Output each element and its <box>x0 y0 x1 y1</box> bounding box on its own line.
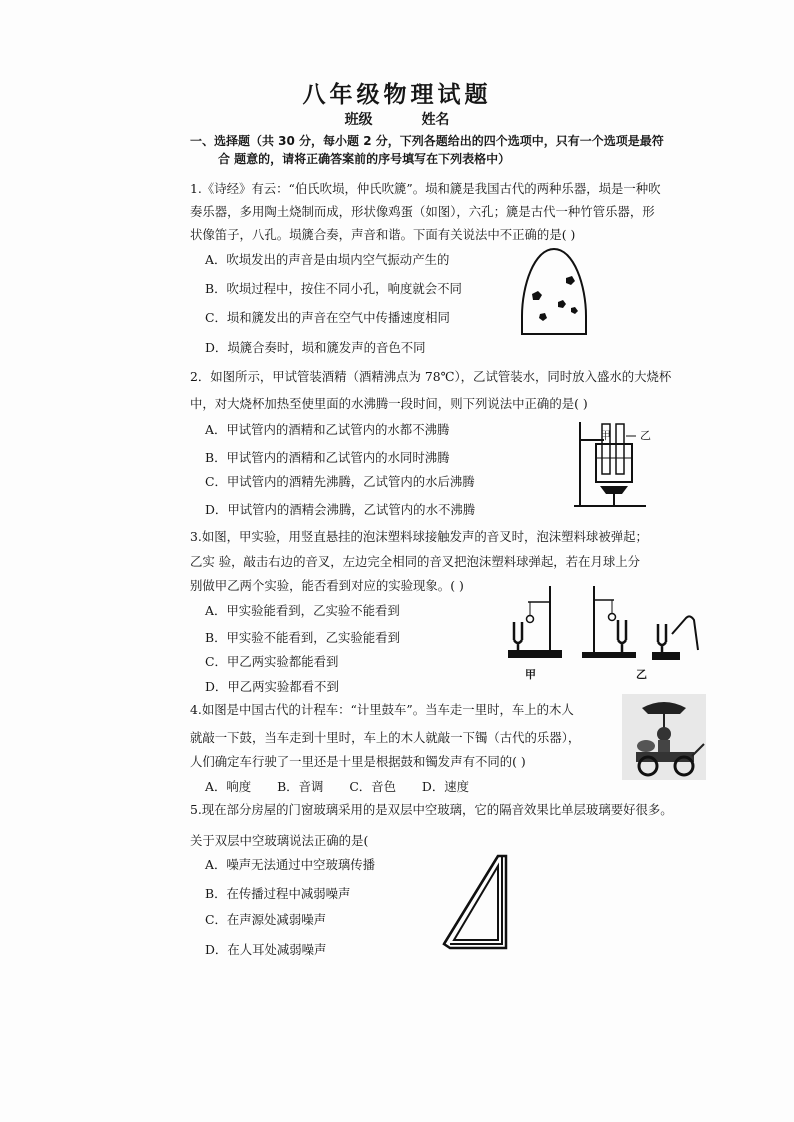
section-heading-line2: 合 题意的，请将正确答案前的序号填写在下列表格中） <box>218 152 511 166</box>
q3-option-c: C．甲乙两实验都能看到 <box>205 654 339 669</box>
q4-stem-line3: 人们确定车行驶了一里还是十里是根据鼓和镯发声有不同的( ) <box>190 754 526 769</box>
q1-option-c: C．埙和篪发出的声音在空气中传播速度相同 <box>205 310 450 325</box>
q2-option-b: B．甲试管内的酒精和乙试管内的水同时沸腾 <box>205 450 450 465</box>
q4-options-row <box>205 779 491 795</box>
q2-stem-line2: 中，对大烧杯加热至使里面的水沸腾一段时间，则下列说法中正确的是( ) <box>190 396 588 411</box>
q4-option-b: B．音调 <box>277 779 324 794</box>
q1-option-a: A．吹埙发出的声音是由埙内空气振动产生的 <box>205 252 450 267</box>
xun-instrument-figure <box>518 246 590 338</box>
q5-option-a: A．噪声无法通过中空玻璃传播 <box>205 857 376 872</box>
page-title: 八年级物理试题 <box>302 82 492 108</box>
name-label: 姓名 <box>421 112 450 128</box>
q3-figure-label-jia: 甲 <box>525 668 536 681</box>
q2-option-d: D．甲试管内的酒精会沸腾，乙试管内的水不沸腾 <box>205 502 476 517</box>
q1-option-d: D．埙篪合奏时，埙和篪发声的音色不同 <box>205 340 426 355</box>
class-label: 班级 <box>344 112 373 128</box>
double-glazed-glass-figure <box>440 852 522 952</box>
q3-stem-line2: 乙实 验，敲击右边的音叉，左边完全相同的音叉把泡沫塑料球弹起，若在月球上分 <box>190 554 641 569</box>
q5-option-c: C．在声源处减弱噪声 <box>205 912 326 927</box>
q4-option-d: D．速度 <box>421 779 470 794</box>
q1-stem-line3: 状像笛子，八孔。埙篪合奏，声音和谐。下面有关说法中不正确的是( ) <box>190 227 576 242</box>
q5-stem-line1: 5.现在部分房屋的门窗玻璃采用的是双层中空玻璃，它的隔音效果比单层玻璃要好很多。 <box>190 802 673 817</box>
q1-stem-line1: 1.《诗经》有云：“伯氏吹埙，仲氏吹篪”。埙和篪是我国古代的两种乐器，埙是一种吹 <box>190 181 661 196</box>
q5-stem-line2: 关于双层中空玻璃说法正确的是( <box>190 833 369 848</box>
q3-option-b: B．甲实验不能看到，乙实验能看到 <box>205 630 400 645</box>
q4-option-c: C．音色 <box>349 779 396 794</box>
drum-cart-figure <box>622 694 706 780</box>
q2-option-c: C．甲试管内的酒精先沸腾，乙试管内的水后沸腾 <box>205 474 475 489</box>
q4-stem-line2: 就敲一下鼓，当车走到十里时，车上的木人就敲一下镯（古代的乐器）， <box>190 730 581 745</box>
q5-option-b: B．在传播过程中减弱噪声 <box>205 886 351 901</box>
q3-option-d: D．甲乙两实验都看不到 <box>205 679 339 694</box>
q4-stem-line1: 4.如图是中国古代的计程车：“计里鼓车”。当车走一里时，车上的木人 <box>190 702 574 717</box>
q2-option-a: A．甲试管内的酒精和乙试管内的水都不沸腾 <box>205 422 450 437</box>
q1-option-b: B．吹埙过程中，按住不同小孔，响度就会不同 <box>205 281 462 296</box>
q5-option-d: D．在人耳处减弱噪声 <box>205 942 327 957</box>
q3-stem-line3: 别做甲乙两个实验，能否看到对应的实验现象。( ) <box>190 578 464 593</box>
q3-option-a: A．甲实验能看到，乙实验不能看到 <box>205 603 400 618</box>
q1-stem-line2: 奏乐器，多用陶土烧制而成，形状像鸡蛋（如图），六孔；篪是古代一种竹管乐器，形 <box>190 204 655 219</box>
q3-figure-label-yi: 乙 <box>636 668 647 681</box>
q2-figure-label-yi: 乙 <box>640 429 651 442</box>
class-name-row <box>0 109 794 129</box>
q3-stem-line1: 3.如图，甲实验，用竖直悬挂的泡沫塑料球接触发声的音叉时，泡沫塑料球被弹起； <box>190 529 648 544</box>
tuning-fork-experiment-figure <box>500 580 714 666</box>
section-heading-line1: 一、选择题（共 30 分，每小题 2 分，下列各题给出的四个选项中，只有一个选项是最符 <box>190 134 664 148</box>
q2-figure-label-jia: 甲 <box>600 429 611 442</box>
q4-option-a: A．响度 <box>205 779 252 794</box>
q2-stem-line1: 2．如图所示，甲试管装酒精（酒精沸点为 78℃），乙试管装水，同时放入盛水的大烧杯 <box>190 369 672 384</box>
